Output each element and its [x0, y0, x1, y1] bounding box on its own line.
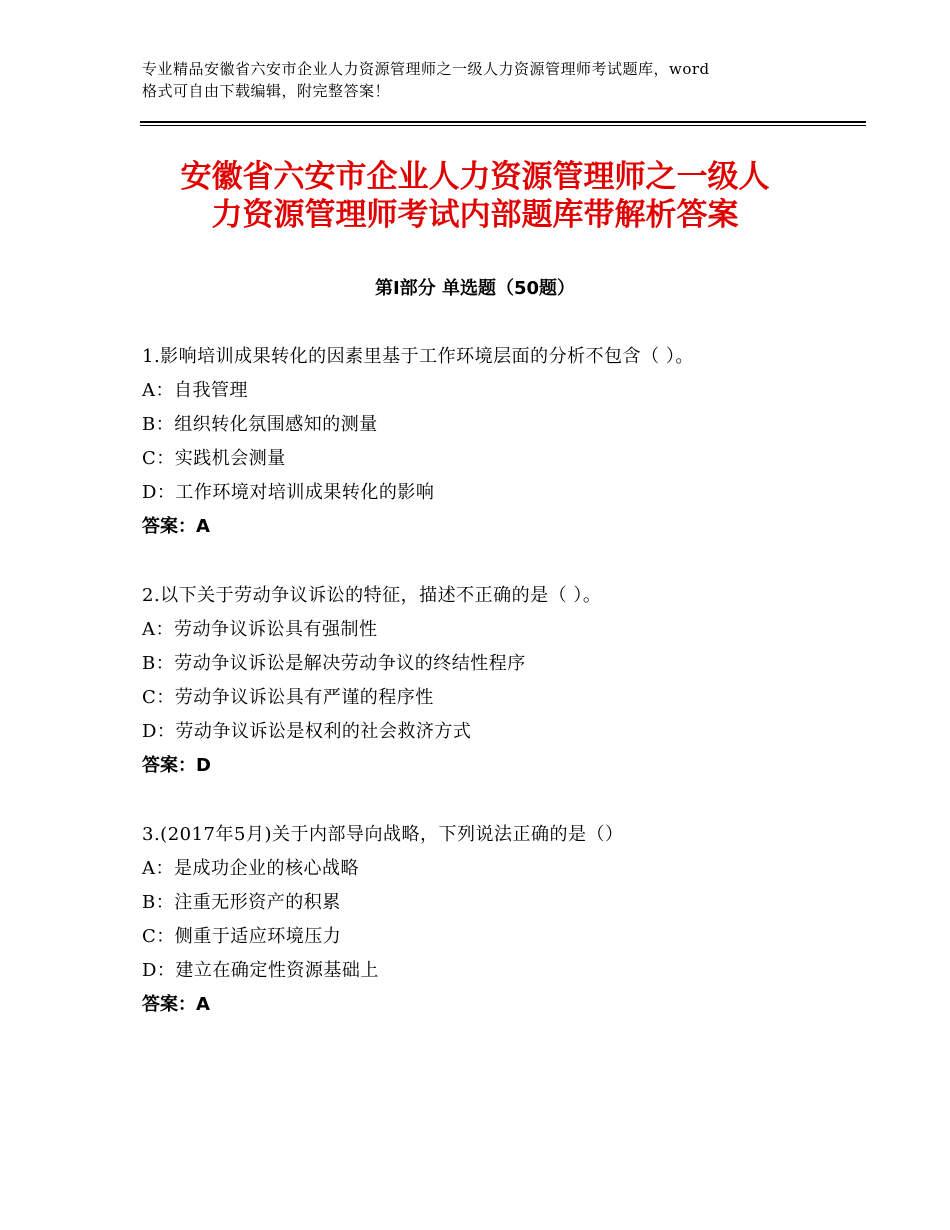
option-a: A：是成功企业的核心战略	[142, 858, 359, 879]
option-c: C：劳动争议诉讼具有严谨的程序性	[142, 687, 434, 708]
option-b: B：劳动争议诉讼是解决劳动争议的终结性程序	[142, 653, 526, 674]
option-b: B：组织转化氛围感知的测量	[142, 414, 378, 435]
answer-key: 答案：A	[142, 516, 210, 537]
document-title-line-1: 安徽省六安市企业人力资源管理师之一级人	[180, 159, 770, 195]
header-rule-thin	[140, 125, 866, 126]
answer-key: 答案：D	[142, 755, 211, 776]
section-heading: 第Ⅰ部分 单选题（50题）	[374, 278, 575, 299]
header-rule-thick	[140, 121, 866, 123]
option-d: D：劳动争议诉讼是权利的社会救济方式	[142, 721, 472, 742]
option-a: A：自我管理	[142, 380, 248, 401]
answer-key: 答案：A	[142, 994, 210, 1015]
header-note-line-1: 专业精品安徽省六安市企业人力资源管理师之一级人力资源管理师考试题库，word	[142, 60, 710, 78]
document-title	[120, 158, 830, 234]
question-block	[142, 340, 882, 544]
question-block	[142, 818, 882, 1022]
option-d: D：建立在确定性资源基础上	[142, 960, 379, 981]
document-header-note	[142, 58, 842, 102]
question-stem: 3.(2017年5月)关于内部导向战略，下列说法正确的是（）	[142, 824, 624, 845]
option-c: C：侧重于适应环境压力	[142, 926, 342, 947]
option-a: A：劳动争议诉讼具有强制性	[142, 619, 378, 640]
question-block	[142, 579, 882, 783]
document-title-line-2: 力资源管理师考试内部题库带解析答案	[211, 197, 739, 233]
question-stem: 1.影响培训成果转化的因素里基于工作环境层面的分析不包含（ ）。	[142, 346, 694, 367]
option-d: D：工作环境对培训成果转化的影响	[142, 482, 435, 503]
header-note-line-2: 格式可自由下载编辑，附完整答案！	[142, 82, 391, 100]
option-b: B：注重无形资产的积累	[142, 892, 341, 913]
question-stem: 2.以下关于劳动争议诉讼的特征，描述不正确的是（ ）。	[142, 585, 602, 606]
option-c: C：实践机会测量	[142, 448, 286, 469]
